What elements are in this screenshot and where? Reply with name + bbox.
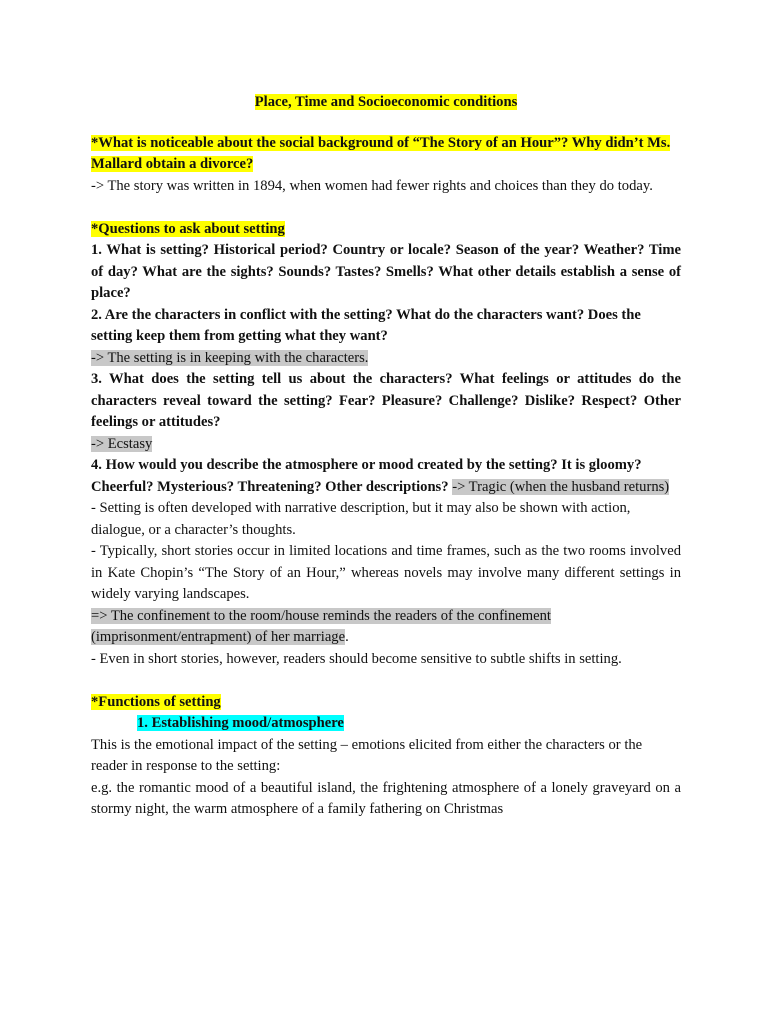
setting-question-3: 3. What does the setting tell us about the characters? What feelings or attitudes do the characters reveal toward the setting? Fear? Pleasure? Challenge? Dislike? Respect? Other feelings or attitudes? bbox=[91, 371, 681, 430]
setting-question-4-block bbox=[91, 455, 681, 498]
function-1-heading: 1. Establishing mood/atmosphere bbox=[137, 715, 344, 731]
setting-answer-2: -> The setting is in keeping with the characters. bbox=[91, 349, 369, 366]
page-title: Place, Time and Socioeconomic conditions bbox=[254, 94, 518, 110]
setting-answer-4: -> Tragic (when the husband returns) bbox=[452, 478, 670, 495]
question-social-background: *What is noticeable about the social background of “The Story of an Hour”? Why didn’t Ms. Mallard obtain a divorce? bbox=[91, 134, 671, 172]
document-content bbox=[91, 92, 681, 821]
setting-note-subtle-shifts: - Even in short stories, however, readers should become sensitive to subtle shifts in setting. bbox=[91, 650, 622, 667]
setting-question-1: 1. What is setting? Historical period? Country or locale? Season of the year? Weather? Time of day? What are the sights? Sounds? Tastes? Smells? What other details establish a sense of place? bbox=[91, 242, 681, 301]
setting-question-4: 4. How would you describe the atmosphere or mood created by the setting? It is gloomy? Cheerful? Mysterious? Threatening? Other descriptions? bbox=[91, 457, 642, 495]
setting-question-2: 2. Are the characters in conflict with the setting? What do the characters want? Does the setting keep them from getting what they want? bbox=[91, 306, 641, 344]
function-1-example: e.g. the romantic mood of a beautiful island, the frightening atmosphere of a lonely graveyard on a stormy night, the warm atmosphere of a family fathering on Christmas bbox=[91, 779, 681, 817]
heading-setting-questions: *Questions to ask about setting bbox=[91, 220, 285, 237]
answer-social-background: -> The story was written in 1894, when women had fewer rights and choices than they do today. bbox=[91, 177, 653, 194]
spacer bbox=[91, 670, 681, 692]
setting-note-narrative: - Setting is often developed with narrative description, but it may also be shown with action, dialogue, or a character’s thoughts. bbox=[91, 500, 631, 538]
setting-confinement: => The confinement to the room/house reminds the readers of the confinement (imprisonment/entrapment) of her marriage. bbox=[91, 607, 551, 645]
setting-note-short-stories: - Typically, short stories occur in limited locations and time frames, such as the two rooms involved in Kate Chopin’s “The Story of an Hour,” whereas novels may involve many different settings in widely varying landscapes. bbox=[91, 543, 681, 602]
setting-answer-3: -> Ecstasy bbox=[91, 435, 153, 452]
function-1-description: This is the emotional impact of the setting – emotions elicited from either the characters or the reader in response to the setting: bbox=[91, 736, 643, 774]
heading-functions: *Functions of setting bbox=[91, 693, 221, 710]
spacer bbox=[91, 197, 681, 219]
